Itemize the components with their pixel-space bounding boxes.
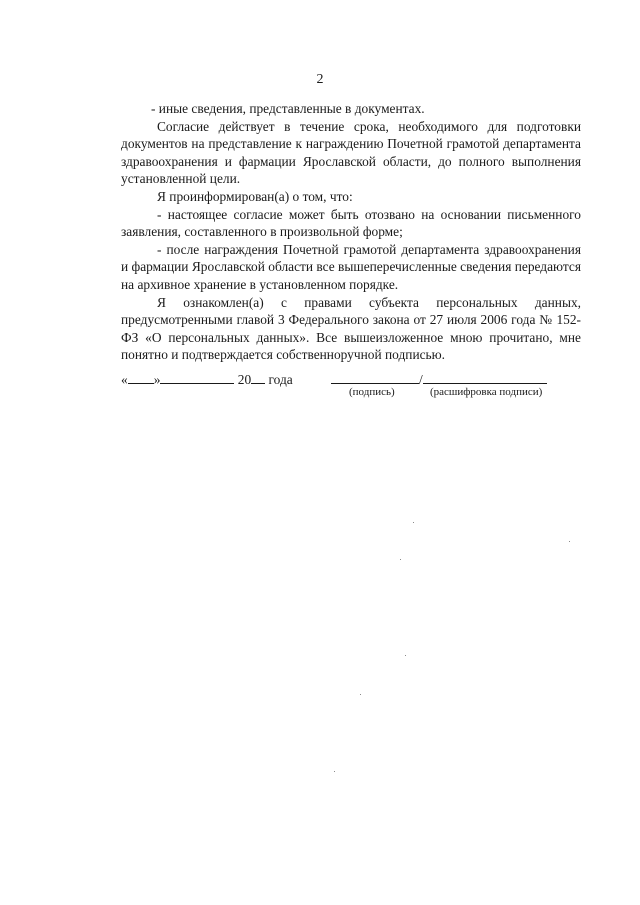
paragraph-revocation: - настоящее согласие может быть отозвано на основании письменного заявления, составленного в произвольной форме; <box>121 206 581 240</box>
decoding-caption: (расшифровка подписи) <box>430 386 543 398</box>
decoding-blank <box>423 371 547 384</box>
scan-speck <box>334 771 335 772</box>
close-quote: » <box>153 372 161 387</box>
year-blank <box>251 371 265 384</box>
month-blank <box>160 371 234 384</box>
paragraph-other-info: - иные сведения, представленные в документах. <box>151 101 425 116</box>
consent-body <box>121 100 581 364</box>
scan-speck <box>400 559 401 560</box>
date-field <box>121 371 293 388</box>
day-blank <box>128 371 154 384</box>
signature-blank <box>331 371 419 384</box>
paragraph-archive: - после награждения Почетной грамотой департамента здравоохранения и фармации Ярославской области все вышеперечисленные сведения передаются на архивное хранение в установленном порядке. <box>121 241 581 292</box>
year-prefix: 20 <box>237 372 252 387</box>
paragraph-acknowledgement: Я ознакомлен(а) с правами субъекта персональных данных, предусмотренными главой 3 Федерального закона от 27 июля 2006 года № 152-ФЗ «О персональных данных». Все вышеизложенное мною прочитано, мне понятно и подтверждается собственноручной подписью. <box>121 294 581 363</box>
paragraph-consent-term: Согласие действует в течение срока, необходимого для подготовки документов на представление к награждению Почетной грамотой департамента здравоохранения и фармации Ярославской области, до полного выполнения установленной цели. <box>121 118 581 187</box>
year-suffix: года <box>268 372 293 387</box>
signature-slash: / <box>419 372 423 387</box>
scan-speck <box>569 541 570 542</box>
page-number: 2 <box>316 72 324 87</box>
signature-caption: (подпись) <box>349 386 395 398</box>
scan-speck <box>360 694 361 695</box>
open-quote: « <box>121 372 128 387</box>
paragraph-informed: Я проинформирован(а) о том, что: <box>157 188 353 204</box>
scan-speck <box>405 655 406 656</box>
scan-speck <box>413 522 414 523</box>
